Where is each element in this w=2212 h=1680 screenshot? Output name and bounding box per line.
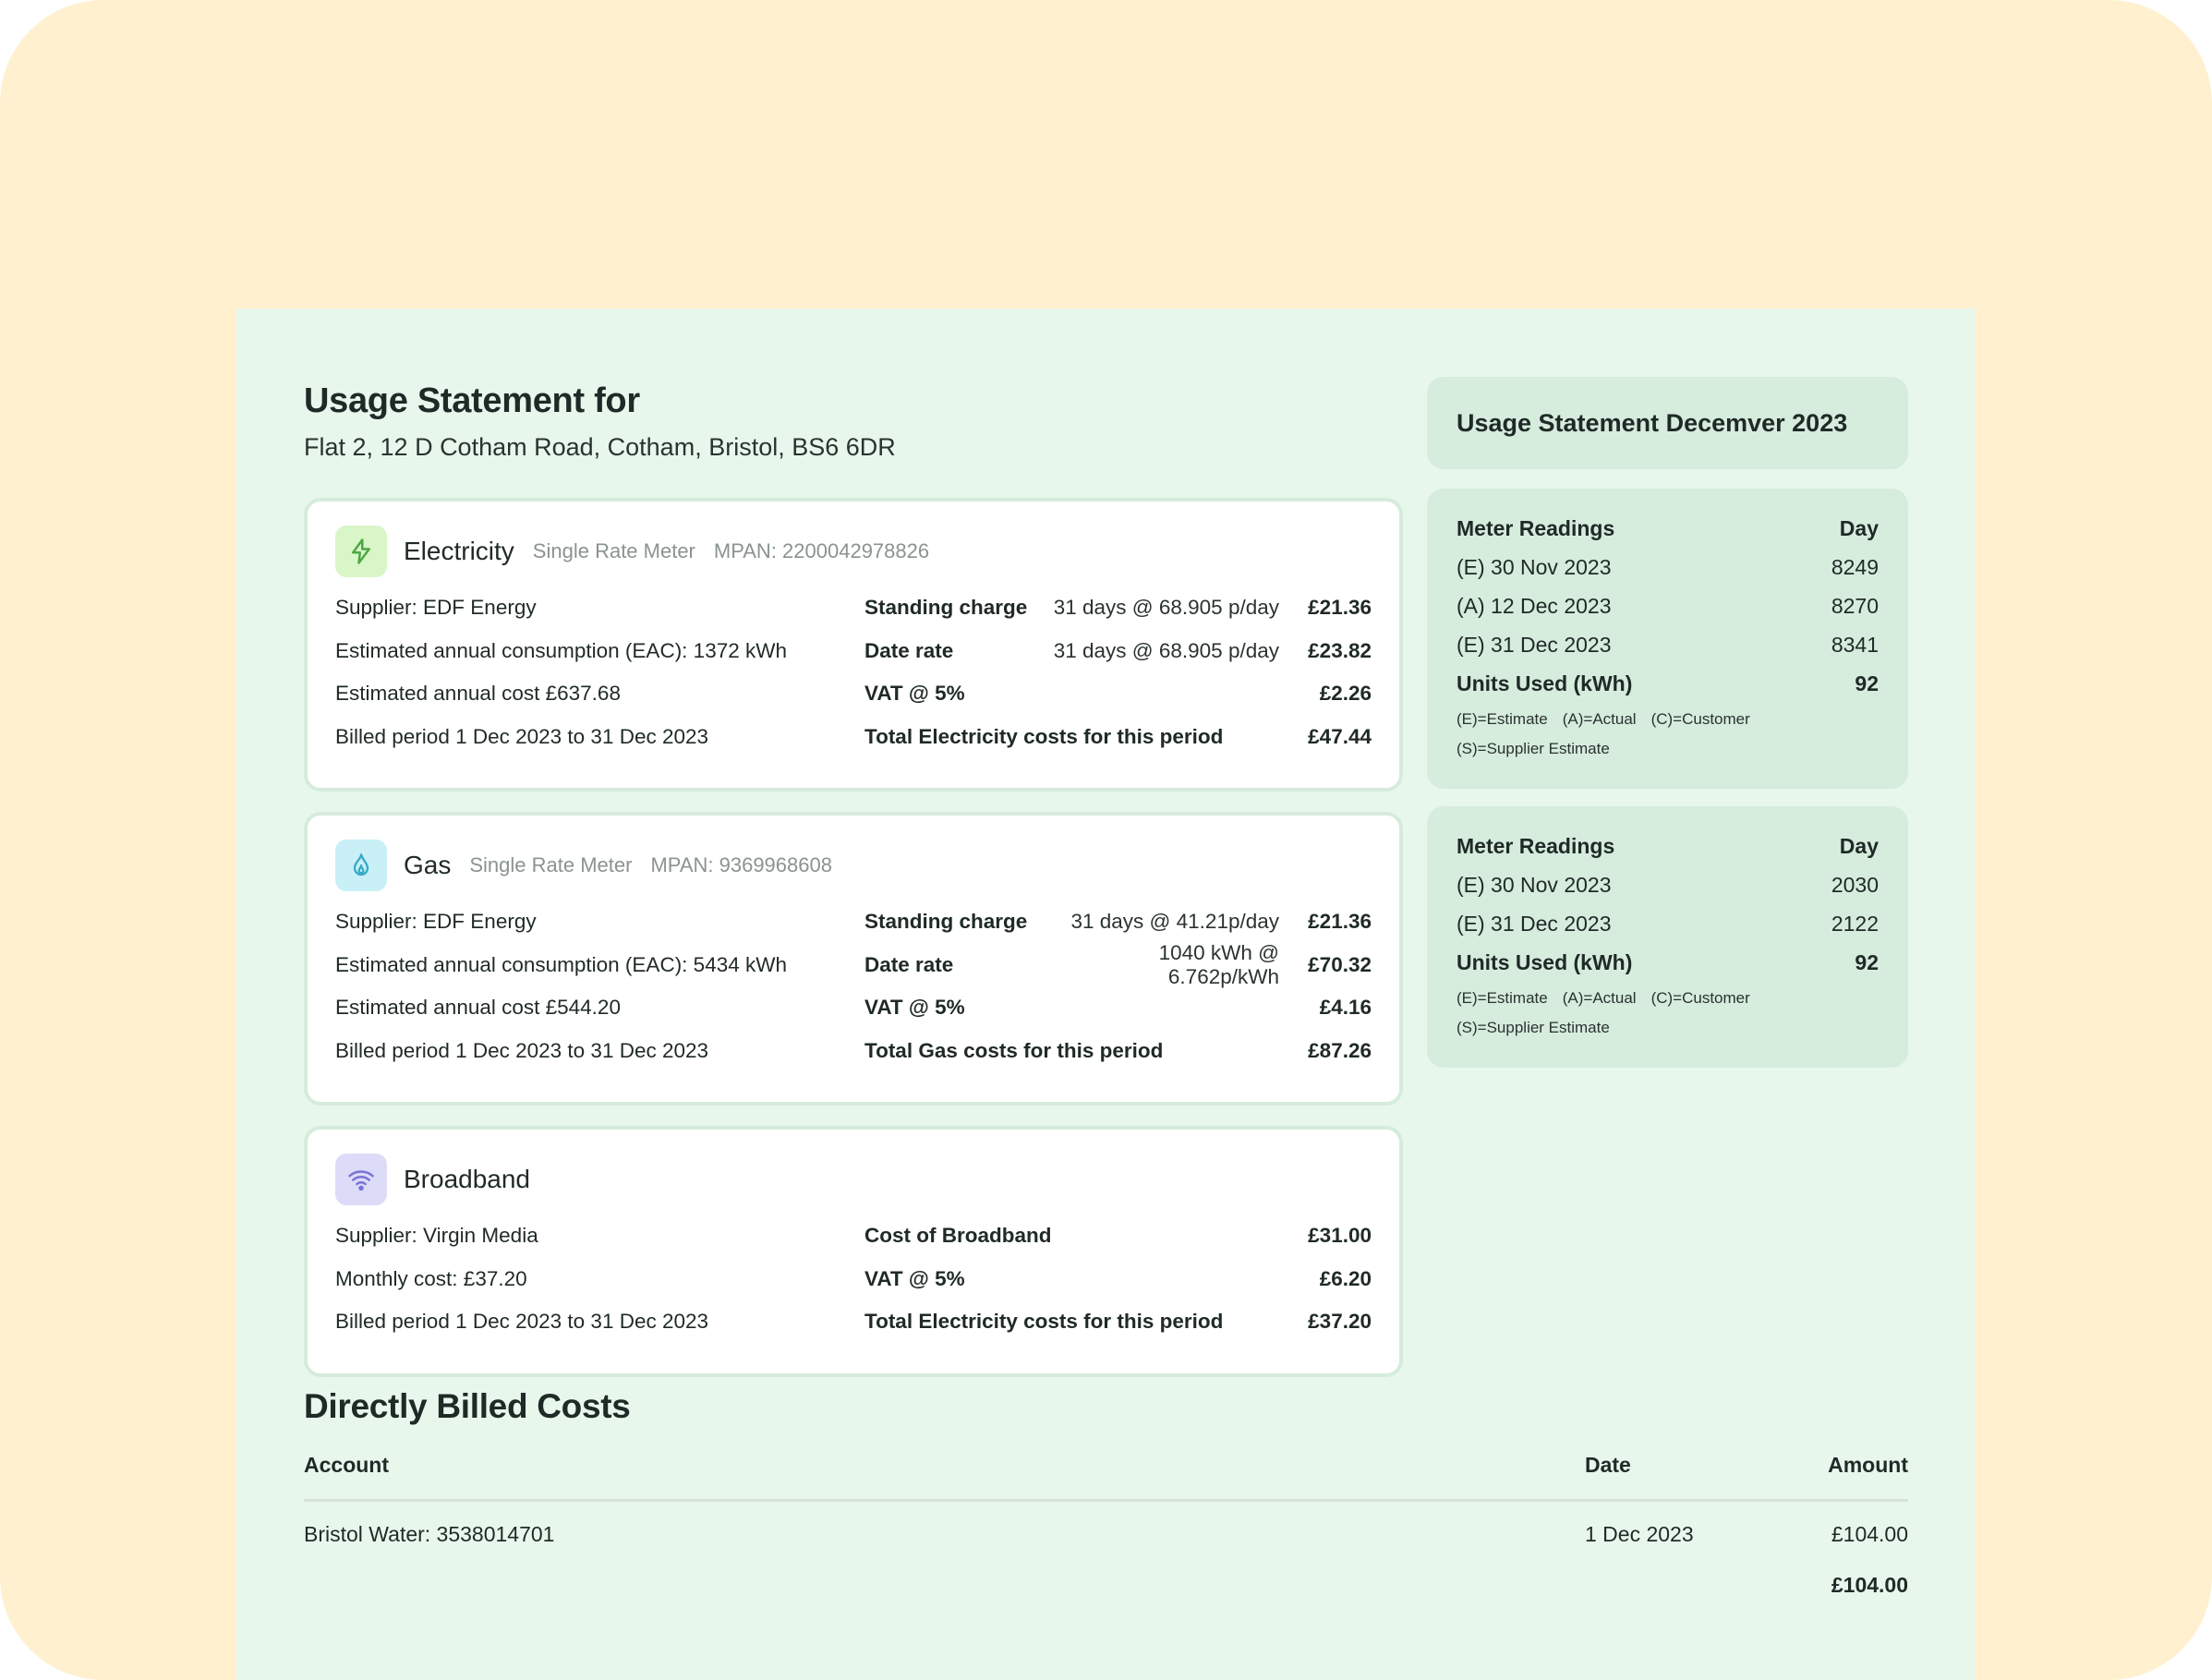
charge-label: VAT @ 5% [864,996,965,1020]
readings-legend [1457,705,1879,764]
legend-item: (C)=Customer [1650,710,1750,728]
table-row [304,1511,1908,1557]
section-title: Directly Billed Costs [304,1387,631,1425]
charge-amount: £21.36 [1308,910,1372,934]
gas-title: Gas [404,851,452,879]
detail-row [335,986,1372,1030]
detail-row [335,1300,1372,1344]
table-header [304,1444,1908,1502]
charge-label: Standing charge [864,910,1028,934]
gas-card-header [335,840,1372,891]
flame-icon [335,840,387,891]
billed-period: Billed period 1 Dec 2023 to 31 Dec 2023 [335,1038,709,1062]
reading-value: 8249 [1831,554,1879,579]
legend-item: (E)=Estimate [1457,710,1548,728]
statement-main [304,379,1401,1334]
annual-consumption: Estimated annual consumption (EAC): 5434 kWh [335,952,787,976]
annual-cost: Estimated annual cost £637.68 [335,682,621,706]
electricity-details [335,586,1372,758]
electricity-meter-type: Single Rate Meter [532,539,695,562]
charge-amount: £2.26 [1319,682,1372,706]
readings-legend [1457,984,1879,1043]
account-cell: Bristol Water: 3538014701 [304,1521,555,1546]
detail-row [335,940,1372,988]
total-amount: £47.44 [1308,724,1372,748]
charge-label: VAT @ 5% [864,682,965,706]
legend-item: (A)=Actual [1562,989,1637,1007]
broadband-card-header [335,1154,1372,1205]
reading-row [1457,904,1879,943]
annual-cost: Estimated annual cost £544.20 [335,996,621,1020]
charge-amount: £6.20 [1319,1266,1372,1290]
units-used-label: Units Used (kWh) [1457,949,1633,974]
charge-amount: £23.82 [1308,638,1372,662]
readings-header-label: Meter Readings [1457,515,1615,540]
statement-period-box [1427,377,1908,469]
electricity-meter-readings [1427,489,1908,789]
broadband-title: Broadband [404,1165,531,1193]
reading-row [1457,865,1879,904]
legend-item: (S)=Supplier Estimate [1457,740,1610,757]
monthly-cost: Monthly cost: £37.20 [335,1266,527,1290]
reading-row [1457,625,1879,664]
reading-value: 8341 [1831,632,1879,657]
units-used-row [1457,943,1879,982]
charge-detail: 31 days @ 68.905 p/day [1053,638,1279,662]
gas-details [335,900,1372,1072]
legend-item: (S)=Supplier Estimate [1457,1019,1610,1036]
broadband-card [304,1126,1403,1377]
readings-header-label: Meter Readings [1457,833,1615,858]
supplier: Supplier: Virgin Media [335,1224,538,1248]
lightning-icon [335,526,387,577]
reading-date: (A) 12 Dec 2023 [1457,593,1612,618]
statement-period-title: Usage Statement Decemver 2023 [1457,408,1848,437]
units-used-value: 92 [1855,671,1879,695]
reading-date: (E) 31 Dec 2023 [1457,911,1612,936]
charge-amount: £21.36 [1308,596,1372,620]
total-label: Total Electricity costs for this period [864,724,1224,748]
electricity-title: Electricity [404,537,514,565]
charge-detail: 1040 kWh @ 6.762p/kWh [1158,940,1279,988]
detail-row [335,672,1372,716]
total-label: Total Electricity costs for this period [864,1310,1224,1334]
charge-amount: £31.00 [1308,1224,1372,1248]
electricity-card [304,498,1403,792]
units-used-row [1457,664,1879,703]
charge-label: Date rate [864,638,954,662]
detail-row [335,900,1372,944]
charge-label: Standing charge [864,596,1028,620]
amount-cell: £104.00 [1831,1521,1908,1546]
broadband-details [335,1215,1372,1344]
address: Flat 2, 12 D Cotham Road, Cotham, Bristol, BS6 6DR [304,433,896,461]
readings-header [1457,827,1879,865]
column-date: Date [1585,1452,1631,1477]
detail-row [335,1030,1372,1073]
date-cell: 1 Dec 2023 [1585,1521,1694,1546]
reading-value: 2030 [1831,872,1879,897]
units-used-label: Units Used (kWh) [1457,671,1633,695]
charge-label: Cost of Broadband [864,1224,1052,1248]
electricity-card-header [335,526,1372,577]
legend-item: (E)=Estimate [1457,989,1548,1007]
electricity-mpan: MPAN: 2200042978826 [713,539,930,562]
charge-detail: 31 days @ 68.905 p/day [1053,596,1279,620]
total-amount: £87.26 [1308,1038,1372,1062]
charge-label: Date rate [864,952,954,976]
wifi-icon [335,1154,387,1205]
readings-header-col: Day [1839,515,1879,540]
charge-label: VAT @ 5% [864,1266,965,1290]
reading-date: (E) 31 Dec 2023 [1457,632,1612,657]
reading-value: 8270 [1831,593,1879,618]
charge-detail: 31 days @ 41.21p/day [1070,910,1279,934]
billed-period: Billed period 1 Dec 2023 to 31 Dec 2023 [335,1310,709,1334]
readings-header [1457,509,1879,548]
directly-billed-costs [304,1384,1908,1601]
supplier: Supplier: EDF Energy [335,910,537,934]
page-title: Usage Statement for [304,381,640,420]
reading-row [1457,586,1879,625]
units-used-value: 92 [1855,949,1879,974]
gas-meter-type: Single Rate Meter [469,853,633,876]
billed-period: Billed period 1 Dec 2023 to 31 Dec 2023 [335,724,709,748]
gas-meter-readings [1427,806,1908,1068]
column-amount: Amount [1828,1452,1908,1477]
reading-date: (E) 30 Nov 2023 [1457,872,1612,897]
detail-row [335,586,1372,630]
column-account: Account [304,1452,389,1477]
annual-consumption: Estimated annual consumption (EAC): 1372 kWh [335,638,787,662]
charge-amount: £70.32 [1308,952,1372,976]
legend-item: (A)=Actual [1562,710,1637,728]
total-amount: £37.20 [1308,1310,1372,1334]
gas-card [304,812,1403,1106]
reading-date: (E) 30 Nov 2023 [1457,554,1612,579]
gas-mpan: MPAN: 9369968608 [650,853,832,876]
reading-row [1457,548,1879,586]
detail-row [335,716,1372,759]
detail-row [335,630,1372,673]
charge-amount: £4.16 [1319,996,1372,1020]
reading-value: 2122 [1831,911,1879,936]
table-total: £104.00 [1831,1573,1908,1597]
statement-panel [236,308,1975,1680]
total-label: Total Gas costs for this period [864,1038,1164,1062]
detail-row [335,1215,1372,1258]
detail-row [335,1258,1372,1301]
readings-header-col: Day [1839,833,1879,858]
supplier: Supplier: EDF Energy [335,596,537,620]
legend-item: (C)=Customer [1650,989,1750,1007]
